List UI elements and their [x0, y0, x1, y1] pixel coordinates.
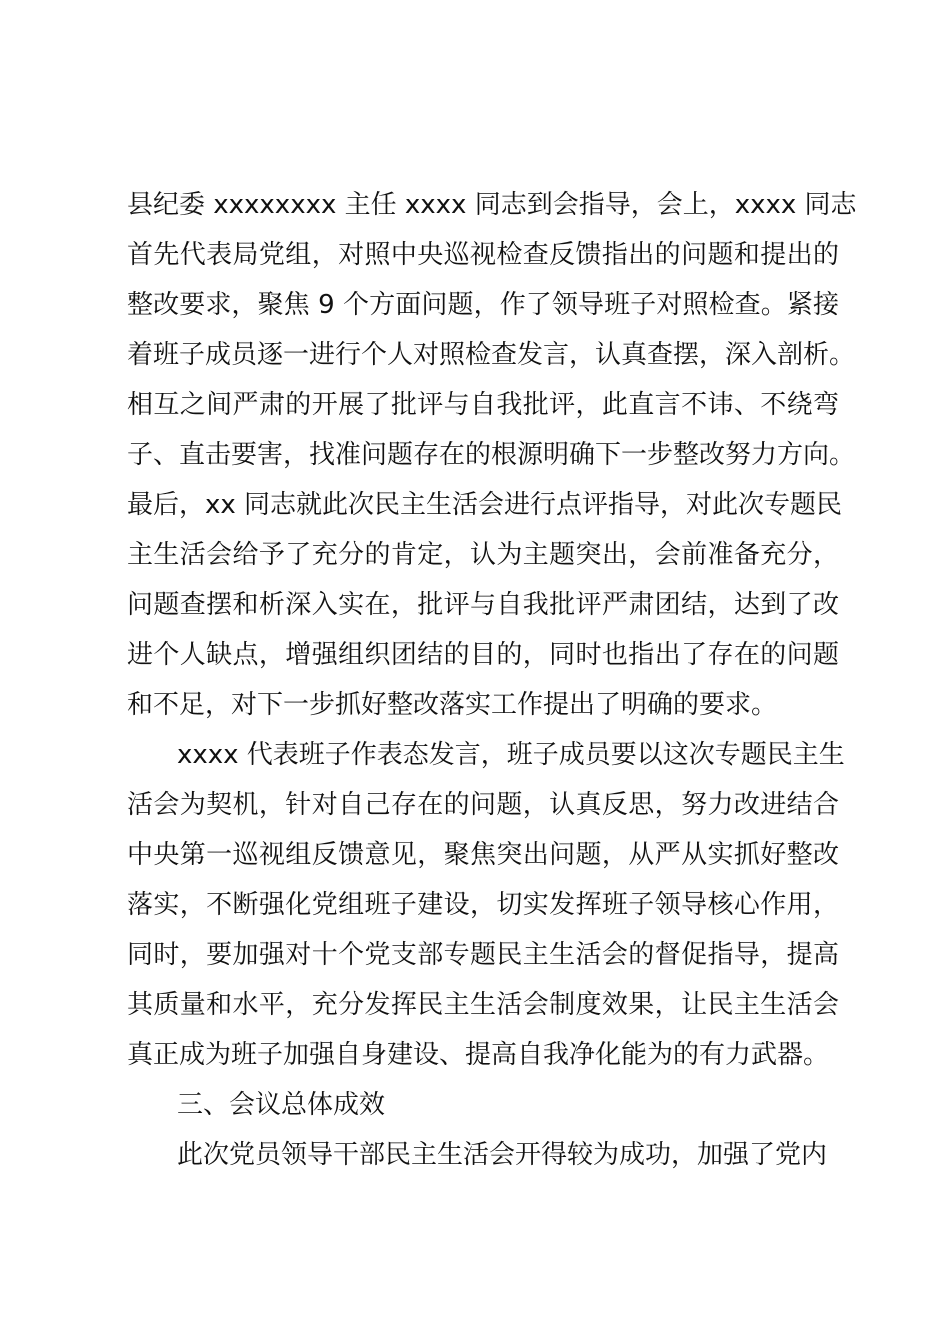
- paragraph-statement: [127, 730, 845, 1080]
- text-line: 中央第一巡视组反馈意见，聚焦突出问题，从严从实抓好整改: [127, 840, 839, 870]
- text-line: 着班子成员逐一进行个人对照检查发言，认真查摆，深入剖析。: [127, 340, 856, 370]
- text-line: 最后，xx 同志就此次民主生活会进行点评指导，对此次专题民: [127, 490, 843, 520]
- text-line: 主生活会给予了充分的肯定，认为主题突出，会前准备充分，: [127, 540, 839, 570]
- text-line: 同时，要加强对十个党支部专题民主生活会的督促指导，提高: [127, 940, 839, 970]
- section-heading: 三、会议总体成效: [177, 1090, 386, 1120]
- paragraph-meeting-review: [127, 180, 857, 730]
- paragraph-overall-results: [127, 1130, 839, 1180]
- text-line: 和不足，对下一步抓好整改落实工作提出了明确的要求。: [127, 690, 778, 720]
- text-line: 首先代表局党组，对照中央巡视检查反馈指出的问题和提出的: [127, 240, 839, 270]
- text-line: 落实，不断强化党组班子建设，切实发挥班子领导核心作用，: [127, 890, 839, 920]
- document-body: [127, 180, 857, 1180]
- text-line: 问题查摆和析深入实在，批评与自我批评严肃团结，达到了改: [127, 590, 839, 620]
- text-line: 县纪委 xxxxxxxx 主任 xxxx 同志到会指导，会上，xxxx 同志: [127, 190, 857, 220]
- text-line: xxxx 代表班子作表态发言，班子成员要以这次专题民主生: [177, 740, 845, 770]
- text-line: 子、直击要害，找准问题存在的根源明确下一步整改努力方向。: [127, 440, 856, 470]
- text-line: 真正成为班子加强自身建设、提高自我净化能为的有力武器。: [127, 1040, 830, 1070]
- text-line: 活会为契机，针对自己存在的问题，认真反思，努力改进结合: [127, 790, 839, 820]
- text-line: 进个人缺点，增强组织团结的目的，同时也指出了存在的问题: [127, 640, 839, 670]
- text-line: 其质量和水平，充分发挥民主生活会制度效果，让民主生活会: [127, 990, 839, 1020]
- text-line: 整改要求，聚焦 9 个方面问题，作了领导班子对照检查。紧接: [127, 290, 839, 320]
- text-line: 相互之间严肃的开展了批评与自我批评，此直言不讳、不绕弯: [127, 390, 839, 420]
- text-line: 此次党员领导干部民主生活会开得较为成功，加强了党内: [177, 1140, 828, 1170]
